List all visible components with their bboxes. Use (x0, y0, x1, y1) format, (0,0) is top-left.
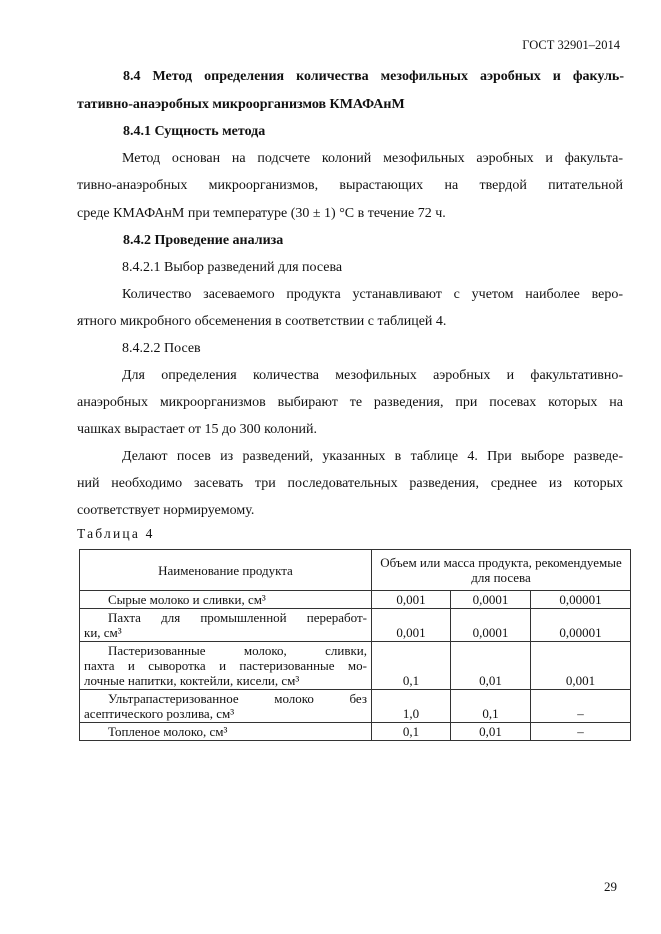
paragraph-line: чашках вырастает от 15 до 300 колоний. (77, 422, 318, 437)
paragraph-line: Делают посев из разведений, указанных в таблице 4. При выборе разведе- (122, 449, 623, 464)
product-name-line: Сырые молоко и сливки, см³ (108, 592, 266, 607)
volume-cell: 0,00001 (531, 609, 631, 642)
volume-cell: 0,001 (372, 609, 451, 642)
paragraph-line: Для определения количества мезофильных аэробных и факультативно- (122, 368, 623, 383)
paragraph-line: анаэробных микроорганизмов выбирают те разведения, при посевах которых на (77, 395, 623, 410)
table-row (80, 591, 631, 609)
table-caption: Таблица 4 (77, 526, 155, 541)
volume-cell: 0,001 (531, 642, 631, 690)
product-name-line: Пахта для промышленной переработ- (108, 610, 367, 625)
volume-cell: 0,1 (451, 690, 531, 723)
table-row (80, 690, 631, 723)
table-row (80, 642, 631, 690)
page-number: 29 (604, 879, 617, 894)
product-name-line: пахта и сыворотка и пастеризованные мо- (84, 658, 367, 673)
product-name-line: асептического розлива, см³ (84, 706, 235, 721)
product-name-line: Пастеризованные молоко, сливки, (108, 643, 367, 658)
volume-cell: 0,1 (372, 642, 451, 690)
table-body (80, 591, 631, 741)
table-row (80, 609, 631, 642)
product-name-line: Топленое молоко, см³ (108, 724, 228, 739)
product-name-line: лочные напитки, коктейли, кисели, см³ (84, 673, 300, 688)
product-name-cell (80, 591, 372, 609)
clause-heading: 8.4.2.1 Выбор разведений для посева (122, 260, 343, 275)
paragraph-line: тивно-анаэробных микроорганизмов, вырастающих на твердой питательной (77, 178, 623, 193)
dilution-table (79, 549, 631, 741)
table-row (80, 723, 631, 741)
subsection-title-essence: 8.4.1 Сущность метода (123, 124, 266, 139)
product-name-cell (80, 642, 372, 690)
paragraph-line: соответствует нормируемому. (77, 503, 255, 518)
paragraph-line: Количество засеваемого продукта устанавливают с учетом наиболее веро- (122, 287, 623, 302)
standard-number: ГОСТ 32901–2014 (522, 38, 620, 52)
volume-cell: 1,0 (372, 690, 451, 723)
table-header-row (80, 550, 631, 591)
paragraph-line: Метод основан на подсчете колоний мезофильных аэробных и факульта- (122, 151, 623, 166)
paragraph-line: среде КМАФАнМ при температуре (30 ± 1) °С в течение 72 ч. (77, 206, 446, 221)
product-name-cell (80, 723, 372, 741)
paragraph-line: ятного микробного обсеменения в соответствии с таблицей 4. (77, 314, 447, 329)
volume-cell: 0,01 (451, 642, 531, 690)
product-name-cell (80, 690, 372, 723)
volume-cell: 0,01 (451, 723, 531, 741)
product-name-line: Ультрапастеризованное молоко без (108, 691, 367, 706)
volume-cell: – (531, 690, 631, 723)
subsection-title-analysis: 8.4.2 Проведение анализа (123, 233, 284, 248)
volume-cell: 0,00001 (531, 591, 631, 609)
header-volume: Объем или масса продукта, рекомендуемые для посева (372, 550, 631, 591)
paragraph-line: ний необходимо засевать три последовательных разведения, среднее из которых (77, 476, 623, 491)
volume-cell: 0,001 (372, 591, 451, 609)
product-name-cell (80, 609, 372, 642)
volume-cell: 0,0001 (451, 591, 531, 609)
volume-cell: 0,0001 (451, 609, 531, 642)
product-name-line: ки, см³ (84, 625, 122, 640)
volume-cell: – (531, 723, 631, 741)
header-product-name: Наименование продукта (80, 550, 372, 591)
volume-cell: 0,1 (372, 723, 451, 741)
clause-heading: 8.4.2.2 Посев (122, 341, 201, 356)
section-title-line-1: 8.4 Метод определения количества мезофильных аэробных и факуль- (123, 69, 624, 84)
section-title-line-2: тативно-анаэробных микроорганизмов КМАФАнМ (77, 97, 405, 112)
